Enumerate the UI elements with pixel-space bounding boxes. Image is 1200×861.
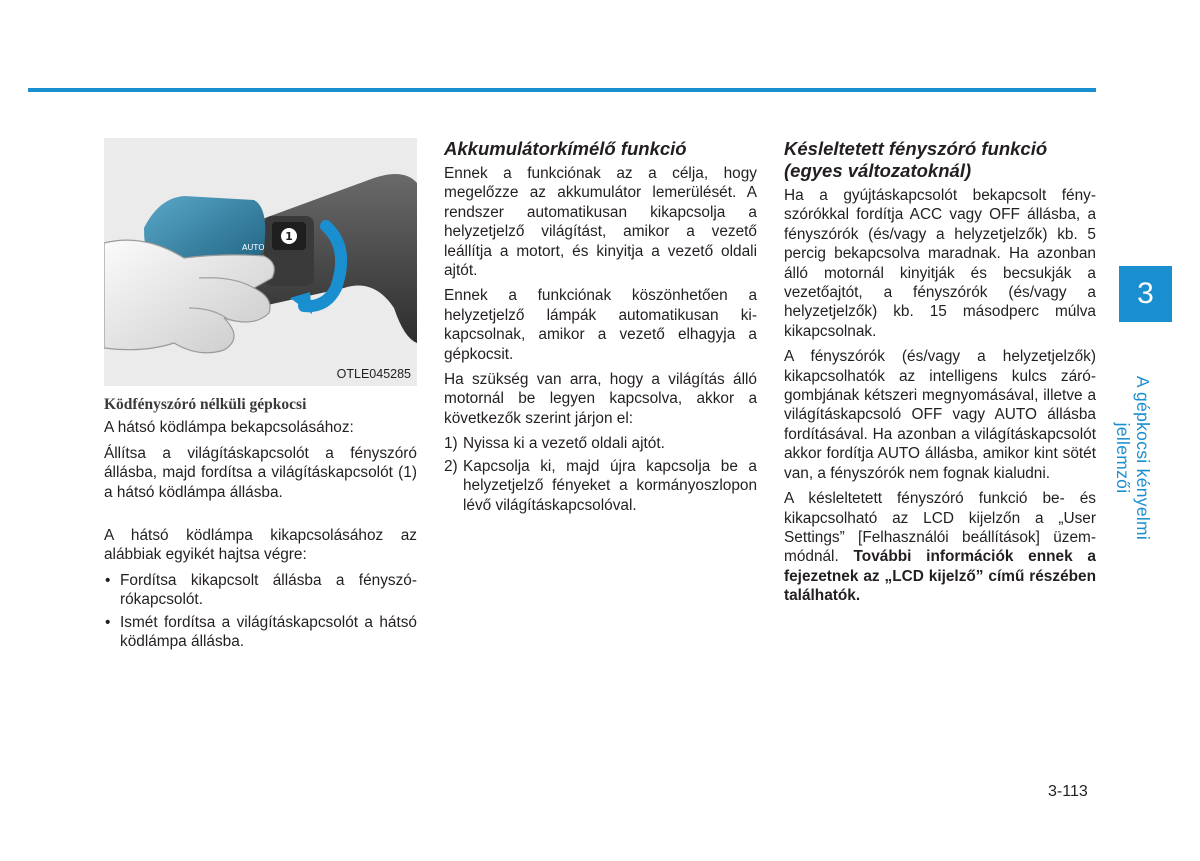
- bullet-list: [104, 571, 417, 652]
- paragraph: Ennek a funkciónak az a célja, hogy megelőzze az akkumulátor lemerülését. A rendszer automatikusan kikapcsolja a helyzetjelző világítást, amikor a vezető leállítja a motort, és kinyitja a vezető oldali ajtót.: [444, 165, 757, 280]
- list-item: [444, 457, 757, 515]
- list-text: Nyissa ki a vezető oldali ajtót.: [463, 435, 665, 453]
- chapter-number-tab: 3: [1119, 266, 1172, 322]
- paragraph: A hátsó ködlámpa kikapcsolásához az alábbiak egyikét hajtsa végre:: [104, 527, 417, 564]
- paragraph-text: A késleltetett fényszóró funkció be- és kikapcsolható az LCD kijelzőn a „User Settings” [Felhasználói beállítások] üzemmódnál.: [784, 490, 1096, 566]
- paragraph: [784, 489, 1096, 605]
- hand-drawing: [104, 240, 274, 353]
- marker-label: 1: [285, 230, 293, 243]
- section-heading: Akkumulátorkímélő funkció: [444, 138, 687, 159]
- list-item: [444, 434, 757, 453]
- paragraph: Állítsa a világításkapcsolót a fényszóró állásba, majd fordítsa a világításkapcsolót (1) a hátsó ködlámpa állásba.: [104, 444, 417, 501]
- list-number: 2): [444, 457, 458, 475]
- column-middle: [444, 138, 757, 518]
- paragraph: A fényszórók (és/vagy a helyzetjelzők) kikapcsolhatók az intelligens kulcs zárógombjának kétszeri megnyomásával, illetve a világításkapcsoló OFF vagy AUTO állásba fordításával. Ha azonban a világításkapcsolót akkor fordítja AUTO állásba, amikor kint sötét van, a fényszórók nem fognak kialudni.: [784, 348, 1096, 482]
- list-item: • Fordítsa kikapcsolt állásba a fényszórókapcsolót.: [104, 571, 417, 610]
- paragraph: Ennek a funkciónak köszönhetően a helyzetjelző lámpák automatikusan kikapcsolnak, amikor a vezető elhagyja a gépkocsit.: [444, 287, 757, 363]
- image-code: OTLE045285: [336, 366, 411, 381]
- image-caption: Ködfényszóró nélküli gépkocsi: [104, 396, 307, 413]
- column-right: [784, 138, 1096, 612]
- column-left: [104, 138, 417, 654]
- header-rule: [28, 88, 1096, 92]
- list-text: Kapcsolja ki, majd újra kapcsolja be a helyzetjelző fényeket a kormányoszlopon lévő világításkapcsolóval.: [463, 457, 757, 514]
- light-switch-drawing: [104, 138, 417, 386]
- page-number: 3-113: [1048, 783, 1088, 800]
- list-number: 1): [444, 435, 458, 453]
- paragraph: Ha a gyújtáskapcsolót bekapcsolt fényszórókkal fordítja ACC vagy OFF állásba, a fényszórók (és/vagy a helyzetjelzők) kb. 5 percig bekapcsolva maradnak. Ha azonban álló motornál kinyitják és becsukják a vezetőajtót, a fényszórók (és/vagy a helyzetjelzők) kb. 15 másodperc múlva kikapcsolnak.: [784, 187, 1096, 340]
- auto-label: AUTO: [242, 243, 265, 252]
- section-heading: Késleltetett fényszóró funkció (egyes változatoknál): [784, 138, 1048, 181]
- numbered-list: [444, 434, 757, 515]
- paragraph: Ha szükség van arra, hogy a világítás álló motornál be legyen kapcsolva, akkor a következők szerint járjon el:: [444, 371, 757, 427]
- paragraph-bold-text: További információk ennek a fejezetnek az „LCD kijelző” című részében találhatók.: [784, 548, 1096, 605]
- chapter-title: A gépkocsi kényelmi jellemzői: [1113, 375, 1153, 541]
- list-item: • Ismét fordítsa a világításkapcsolót a hátsó ködlámpa állásba.: [104, 613, 417, 652]
- paragraph: A hátsó ködlámpa bekapcsolásához:: [104, 419, 354, 437]
- light-switch-illustration: [104, 138, 417, 386]
